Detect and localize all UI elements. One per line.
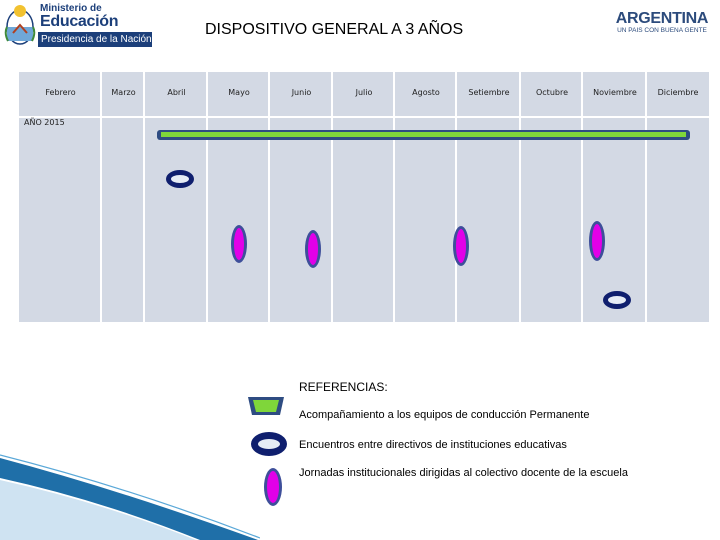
- page-title: DISPOSITIVO GENERAL A 3 AÑOS: [205, 21, 464, 38]
- pink-oval-legend-icon: [264, 468, 282, 506]
- month-column: [102, 72, 145, 322]
- legend-label-permanent-support: Acompañamiento a los equipos de conducción Permanente: [299, 409, 590, 421]
- month-label-abril: Abril: [167, 88, 186, 97]
- brand-name: ARGENTINA: [615, 10, 709, 27]
- institutional-day-marker: [305, 230, 321, 268]
- decorative-swoosh: [0, 450, 260, 540]
- month-column: [19, 72, 102, 322]
- month-label-mayo: Mayo: [228, 88, 250, 97]
- directors-meeting-marker: [166, 170, 194, 188]
- ministry-line3: Presidencia de la Nación: [38, 32, 152, 47]
- month-column: [521, 72, 583, 322]
- month-column: [647, 72, 709, 322]
- month-label-junio: Junio: [291, 88, 312, 97]
- institutional-day-marker: [589, 221, 605, 261]
- green-bar-legend-icon: [246, 396, 286, 416]
- ministry-line1: Ministerio de: [40, 3, 102, 14]
- month-column: [583, 72, 647, 322]
- month-label-octubre: Octubre: [535, 88, 568, 97]
- month-column: [145, 72, 208, 322]
- month-label-diciembre: Diciembre: [657, 88, 699, 97]
- legend-label-directors-meetings: Encuentros entre directivos de instituciones educativas: [299, 439, 567, 451]
- month-column: [208, 72, 270, 322]
- month-label-febrero: Febrero: [45, 88, 76, 97]
- month-label-julio: Julio: [355, 88, 373, 97]
- month-column: [395, 72, 457, 322]
- argentina-logo: [612, 10, 712, 40]
- month-column: [333, 72, 395, 322]
- ministry-line2: Educación: [40, 13, 119, 30]
- permanent-support-bar: [157, 130, 690, 140]
- directors-meeting-marker: [603, 291, 631, 309]
- brand-tagline: UN PAIS CON BUENA GENTE: [617, 27, 707, 34]
- legend-label-institutional-days: Jornadas institucionales dirigidas al colectivo docente de la escuela: [299, 467, 628, 479]
- references-title: REFERENCIAS:: [299, 380, 388, 394]
- institutional-day-marker: [231, 225, 247, 263]
- month-column: [457, 72, 521, 322]
- month-column: [270, 72, 333, 322]
- ministry-logo: [4, 3, 154, 49]
- month-label-marzo: Marzo: [111, 88, 136, 97]
- month-label-setiembre: Setiembre: [468, 88, 510, 97]
- month-label-agosto: Agosto: [412, 88, 440, 97]
- year-label: AÑO 2015: [24, 118, 65, 127]
- coat-of-arms-icon: [4, 3, 36, 47]
- header-divider: [19, 116, 709, 118]
- institutional-day-marker: [453, 226, 469, 266]
- month-label-noviembre: Noviembre: [593, 88, 637, 97]
